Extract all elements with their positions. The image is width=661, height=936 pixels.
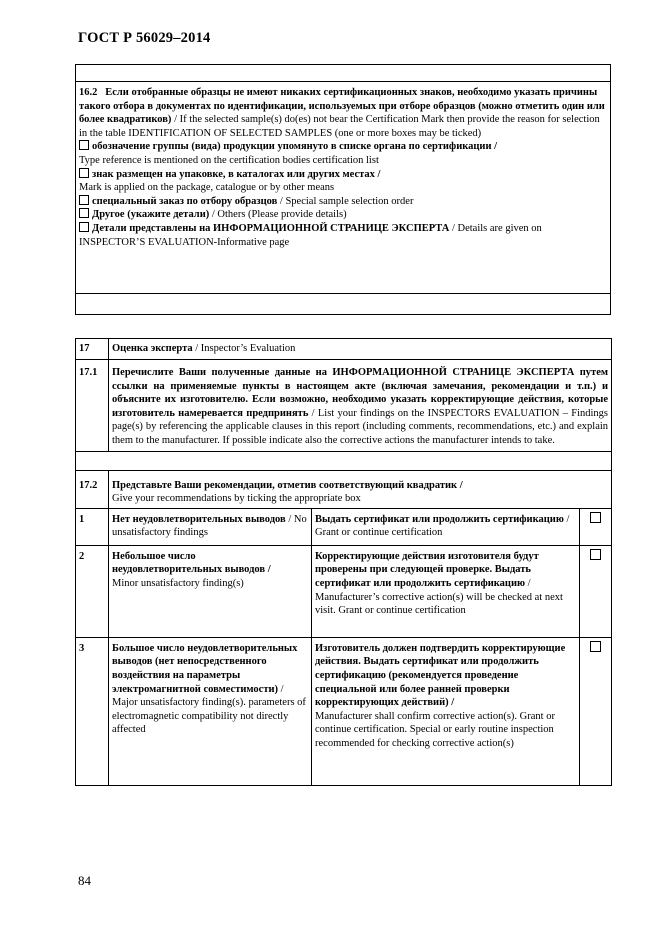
action-en: / Grant or continue certification: [315, 513, 570, 539]
empty-row: [76, 65, 611, 82]
action-ru: Выдать сертификат или продолжить сертификацию: [315, 513, 564, 525]
finding-en: Minor unsatisfactory finding(s): [112, 577, 244, 589]
row-num: 1: [76, 508, 109, 545]
title-en: / Inspector’s Evaluation: [192, 343, 296, 354]
text-ru: Перечислите Ваши полученные данные на ИНФОРМАЦИОННОЙ СТРАНИЦЕ ЭКСПЕРТА путем ссылки на применяемые пункты в настоящем акте (включая замечания, рекомендации и т.п.) и объясните их изготовителю. Если возможно, необходимо указать корректирующие действия, которые изготовитель намеревается предпринять: [112, 367, 609, 419]
option-en: / Others (Please provide details): [209, 209, 347, 221]
empty-row: [76, 451, 612, 470]
action-cell: [312, 637, 580, 785]
option-mark-applied[interactable]: [79, 168, 607, 182]
section-17-1-num: 17.1: [76, 360, 109, 452]
checkbox-icon[interactable]: [590, 512, 601, 523]
intro-ru: Если отобранные образцы не имеют никаких сертификационных знаков, необходимо указать причины такого отбора в документах по идентификации, используемых при отборе образцов (можно отметить один или более квадратиков): [79, 87, 605, 126]
inspector-evaluation-table: [75, 338, 612, 786]
recommendation-row: [76, 637, 612, 785]
checkbox-icon[interactable]: [79, 208, 89, 218]
page-number: 84: [78, 873, 91, 888]
section-17-title: [109, 339, 612, 360]
option-details-given[interactable]: [79, 222, 607, 249]
section-17-1-text: [109, 360, 612, 452]
text-en: / List your findings on the INSPECTORS EVALUATION – Findings page(s) by referencing the applicable clauses in this report (including comments, recommendations, etc.) and explain them to the manufacturer. If possible indicate also the corrective actions the manufacturer intends to take.: [112, 407, 609, 446]
action-en: / Manufacturer’s corrective action(s) will be checked at next visit. Grant or continue certification: [315, 577, 563, 617]
finding-en: / No unsatisfactory findings: [112, 513, 307, 539]
section-17-num: 17: [76, 339, 109, 360]
checkbox-icon[interactable]: [79, 140, 89, 150]
action-cell: [312, 508, 580, 545]
option-others[interactable]: [79, 208, 607, 222]
empty-row: [76, 294, 611, 315]
section-16-2: [76, 82, 611, 294]
action-cell: [312, 545, 580, 637]
checkbox-icon[interactable]: [79, 195, 89, 205]
option-type-reference[interactable]: [79, 140, 607, 154]
checkbox-icon[interactable]: [79, 222, 89, 232]
tick-cell[interactable]: [580, 545, 612, 637]
section-num: 16.2: [79, 87, 98, 98]
action-ru: Корректирующие действия изготовителя будут проверены при следующей проверке. Выдать сертификат или продолжить сертификацию: [315, 550, 539, 589]
finding-ru: Нет неудовлетворительных выводов: [112, 513, 286, 525]
intro-en: / If the selected sample(s) do(es) not bear the Certification Mark then provide the reason for selection in the table IDENTIFICATION OF SELECTED SAMPLES (one or more boxes may be ticked): [79, 114, 600, 139]
finding-ru: Небольшое число неудовлетворительных выводов /: [112, 550, 271, 576]
action-en: Manufacturer shall confirm corrective action(s). Grant or continue certification. Special or early routine inspection recommended for checking corrective action(s): [315, 710, 555, 749]
action-ru: Изготовитель должен подтвердить корректирующие действия. Выдать сертификат или продолжить сертификацию (рекомендуется проведение специальной или более ранней проверки корректирующих действий) /: [315, 642, 566, 709]
option-ru: обозначение группы (вида) продукции упомянуто в списке органа по сертификации /: [92, 141, 498, 153]
finding-cell: [109, 545, 312, 637]
checkbox-icon[interactable]: [590, 549, 601, 560]
finding-cell: [109, 508, 312, 545]
section-17-2-num: 17.2: [76, 470, 109, 508]
option-ru: Другое (укажите детали): [92, 209, 210, 221]
option-ru: специальный заказ по отбору образцов: [92, 195, 278, 207]
sample-selection-table: [75, 64, 611, 315]
finding-ru: Большое число неудовлетворительных выводов (нет непосредственного воздействия на параметры электромагнитной совместимости): [112, 642, 298, 695]
recommendation-row: [76, 545, 612, 637]
option-ru: знак размещен на упаковке, в каталогах или других местах /: [92, 168, 381, 180]
tick-cell[interactable]: [580, 508, 612, 545]
tick-cell[interactable]: [580, 637, 612, 785]
finding-en: / Major unsatisfactory finding(s). parameters of electromagnetic compatibility not directly affected: [112, 683, 306, 736]
option-en: Mark is applied on the package, catalogue or by other means: [79, 182, 335, 194]
option-en: / Special sample selection order: [277, 195, 414, 207]
option-special-order[interactable]: [79, 195, 607, 209]
checkbox-icon[interactable]: [590, 641, 601, 652]
option-en: / Details are given on INSPECTOR’S EVALUATION-Informative page: [79, 222, 542, 248]
section-17-2-text: [109, 470, 612, 508]
document-header: ГОСТ Р 56029–2014: [78, 30, 211, 46]
text-ru: Представьте Ваши рекомендации, отметив соответствующий квадратик /: [112, 479, 463, 491]
text-en: Give your recommendations by ticking the appropriate box: [112, 493, 361, 505]
recommendation-row: [76, 508, 612, 545]
row-num: 2: [76, 545, 109, 637]
checkbox-icon[interactable]: [79, 168, 89, 178]
section-16-2-intro: [79, 86, 607, 140]
row-num: 3: [76, 637, 109, 785]
option-en: Type reference is mentioned on the certification bodies certification list: [79, 154, 379, 166]
finding-cell: [109, 637, 312, 785]
title-ru: Оценка эксперта: [112, 343, 193, 354]
option-ru: Детали представлены на ИНФОРМАЦИОННОЙ СТРАНИЦЕ ЭКСПЕРТА: [92, 222, 450, 234]
